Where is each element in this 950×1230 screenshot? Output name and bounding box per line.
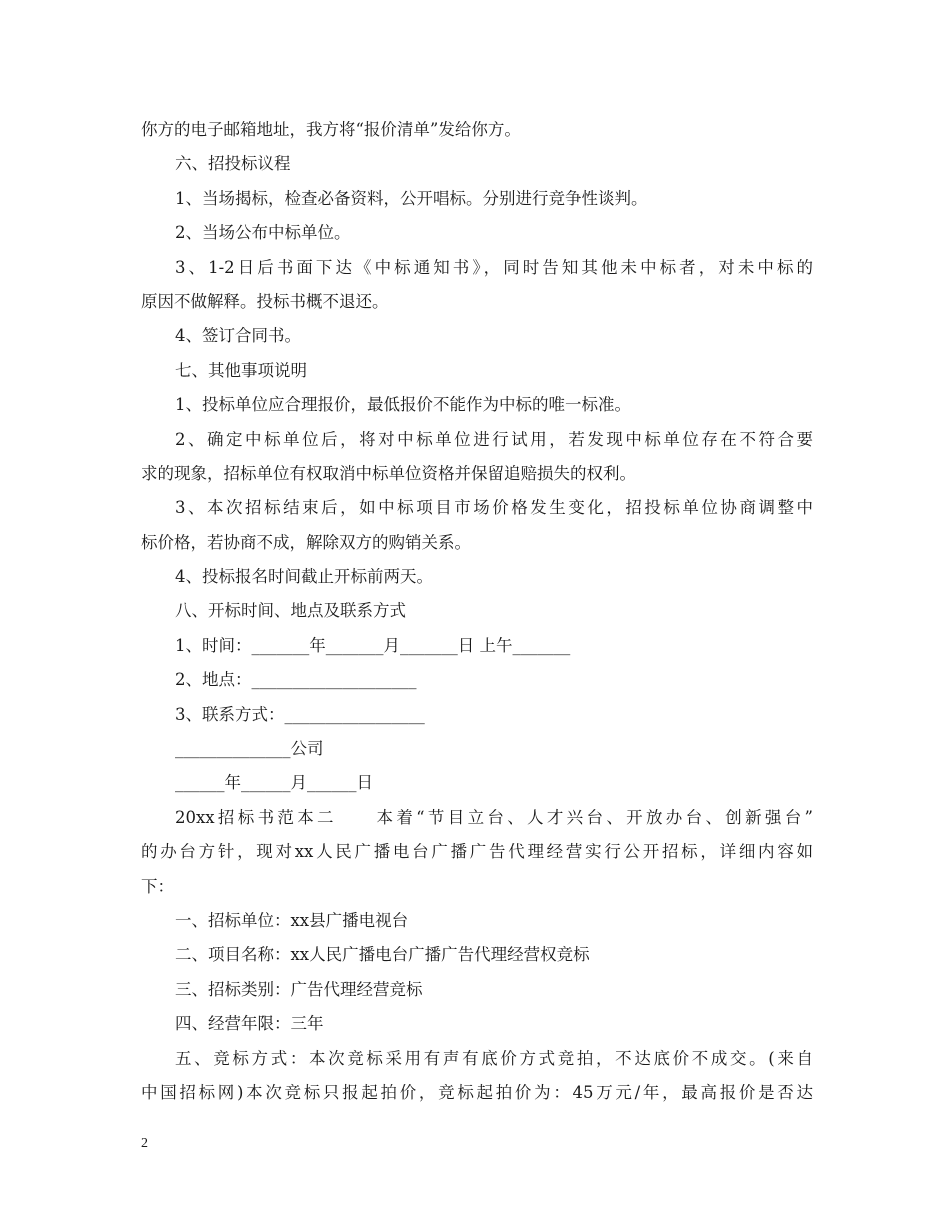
section-heading: 八、开标时间、地点及联系方式	[175, 601, 406, 621]
text-line: 中国招标网)本次竞标只报起拍价，竞标起拍价为：45万元/年，最高报价是否达	[141, 1082, 813, 1102]
section-heading: 六、招投标议程	[175, 154, 291, 174]
text-line: 五、竞标方式：本次竞标采用有声有底价方式竞拍，不达底价不成交。(来自	[175, 1048, 813, 1068]
time-field-line: 1、时间：_______年_______月_______日 上午_______	[175, 635, 571, 655]
text-line: 3、本次招标结束后，如中标项目市场价格发生变化，招投标单位协商调整中	[175, 498, 813, 518]
text-line: 2、确定中标单位后，将对中标单位进行试用，若发现中标单位存在不符合要	[175, 429, 813, 449]
text-line: 下：	[141, 876, 174, 896]
text-line: 1、当场揭标，检查必备资料，公开唱标。分别进行竞争性谈判。	[175, 188, 648, 208]
contact-field-line: 3、联系方式：_________________	[175, 704, 425, 724]
section-heading: 七、其他事项说明	[175, 360, 307, 380]
text-line: 4、签订合同书。	[175, 326, 301, 346]
text-line: 四、经营年限：三年	[175, 1014, 324, 1034]
text-line: 一、招标单位：xx县广播电视台	[175, 910, 409, 930]
text-line: 3、1-2日后书面下达《中标通知书》，同时告知其他未中标者，对未中标的	[175, 257, 813, 277]
document-body	[141, 113, 813, 1110]
text-line: 二、项目名称：xx人民广播电台广播广告代理经营权竞标	[175, 945, 590, 965]
text-line: 2、当场公布中标单位。	[175, 223, 351, 243]
text-line: 1、投标单位应合理报价，最低报价不能作为中标的唯一标准。	[175, 395, 631, 415]
text-line: 标价格，若协商不成，解除双方的购销关系。	[141, 532, 471, 552]
page-number: 2	[141, 1136, 148, 1151]
location-field-line: 2、地点：____________________	[175, 670, 417, 690]
text-line: 三、招标类别：广告代理经营竞标	[175, 979, 423, 999]
text-line: 原因不做解释。投标书概不退还。	[141, 291, 389, 311]
company-signature-line: ______________公司	[175, 739, 324, 759]
text-line: 20xx招标书范本二 本着“节目立台、人才兴台、开放办台、创新强台”	[175, 807, 813, 827]
text-line: 4、投标报名时间截止开标前两天。	[175, 567, 433, 587]
text-line: 求的现象，招标单位有权取消中标单位资格并保留追赔损失的权利。	[141, 463, 636, 483]
text-line: 的办台方针，现对xx人民广播电台广播广告代理经营实行公开招标，详细内容如	[141, 842, 813, 862]
date-signature-line: ______年______月______日	[175, 773, 373, 793]
text-line: 你方的电子邮箱地址，我方将“报价清单”发给你方。	[141, 120, 521, 139]
